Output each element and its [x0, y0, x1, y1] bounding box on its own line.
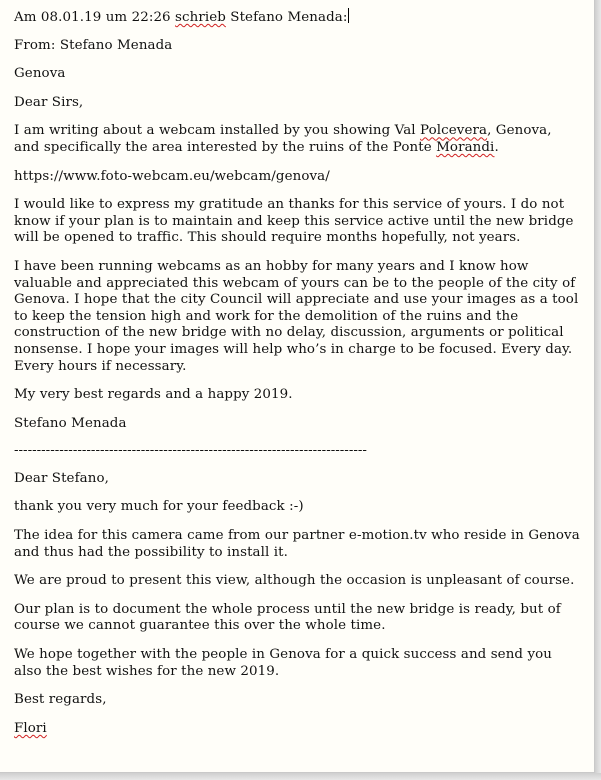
intro-polcevera: Polcevera: [420, 123, 488, 139]
webcams-line: construction of the new bridge with no delay, discussion, arguments or political: [14, 325, 564, 341]
reply-signature-name: Flori: [14, 720, 47, 736]
intro-text: and specifically the area interested by the ruins of the Ponte: [14, 139, 437, 155]
quote-header: [14, 8, 580, 27]
gratitude-paragraph: [14, 197, 580, 247]
reply-plan-line: course we cannot guarantee this over the whole time.: [14, 618, 386, 634]
text-cursor: [348, 8, 349, 23]
webcams-line: Genova. I hope that the city Council will appreciate and use your images as a tool: [14, 292, 579, 308]
intro-text: I am writing about a webcam installed by you showing Val: [14, 123, 421, 139]
reply-signature: [14, 721, 580, 738]
reply-idea-line: The idea for this camera came from our partner e-motion.tv who reside in Genova: [14, 528, 580, 544]
page-shadow-bottom: [0, 773, 601, 780]
intro-morandi: Morandi: [436, 139, 495, 155]
webcams-paragraph: [14, 259, 580, 375]
webcams-line: valuable and appreciated this webcam of yours can be to the people of the city of: [14, 275, 576, 291]
reply-thanks: thank you very much for your feedback :-): [14, 499, 304, 515]
separator-line: ------------------------------------------------------------------------------: [14, 443, 367, 459]
reply-idea-line: and thus had the possibility to install it.: [14, 544, 288, 560]
reply-plan-line: Our plan is to document the whole process until the new bridge is ready, but of: [14, 601, 561, 617]
from-line: From: Stefano Menada: [14, 37, 173, 53]
quote-header-verb: schrieb: [175, 10, 226, 25]
webcams-line: nonsense. I hope your images will help who’s in charge to be focused. Every day.: [14, 341, 573, 357]
reply-greeting: Dear Stefano,: [14, 470, 109, 486]
reply-plan-paragraph: [14, 602, 580, 635]
gratitude-line: will be opened to traffic. This should require months hopefully, not years.: [14, 230, 521, 246]
reply-hope-line: We hope together with the people in Genova for a quick success and send you: [14, 647, 552, 663]
quote-header-prefix: Am 08.01.19 um 22:26: [14, 10, 176, 25]
reply-hope-line: also the best wishes for the new 2019.: [14, 663, 280, 679]
intro-text: .: [494, 139, 499, 155]
webcams-line: to keep the tension high and work for the demolition of the ruins and the: [14, 308, 519, 324]
reply-idea-paragraph: [14, 528, 580, 561]
webcams-line: I have been running webcams as an hobby for many years and I know how: [14, 258, 529, 274]
sender-city: Genova: [14, 66, 66, 82]
reply-closing: Best regards,: [14, 692, 107, 708]
webcam-url[interactable]: https://www.foto-webcam.eu/webcam/genova/: [14, 168, 330, 184]
intro-paragraph: [14, 123, 580, 156]
original-signature: Stefano Menada: [14, 415, 127, 431]
gratitude-line: know if your plan is to maintain and keep this service active until the new bridge: [14, 213, 574, 229]
reply-proud: We are proud to present this view, although the occasion is unpleasant of course.: [14, 573, 575, 589]
original-greeting: Dear Sirs,: [14, 94, 84, 110]
original-closing: My very best regards and a happy 2019.: [14, 387, 293, 403]
webcams-line: Every hours if necessary.: [14, 358, 187, 374]
reply-hope-paragraph: [14, 647, 580, 680]
page-shadow-right: [595, 0, 601, 780]
intro-text: , Genova,: [487, 123, 552, 139]
gratitude-line: I would like to express my gratitude an thanks for this service of yours. I do not: [14, 197, 565, 213]
quote-header-author: Stefano Menada:: [225, 10, 348, 25]
